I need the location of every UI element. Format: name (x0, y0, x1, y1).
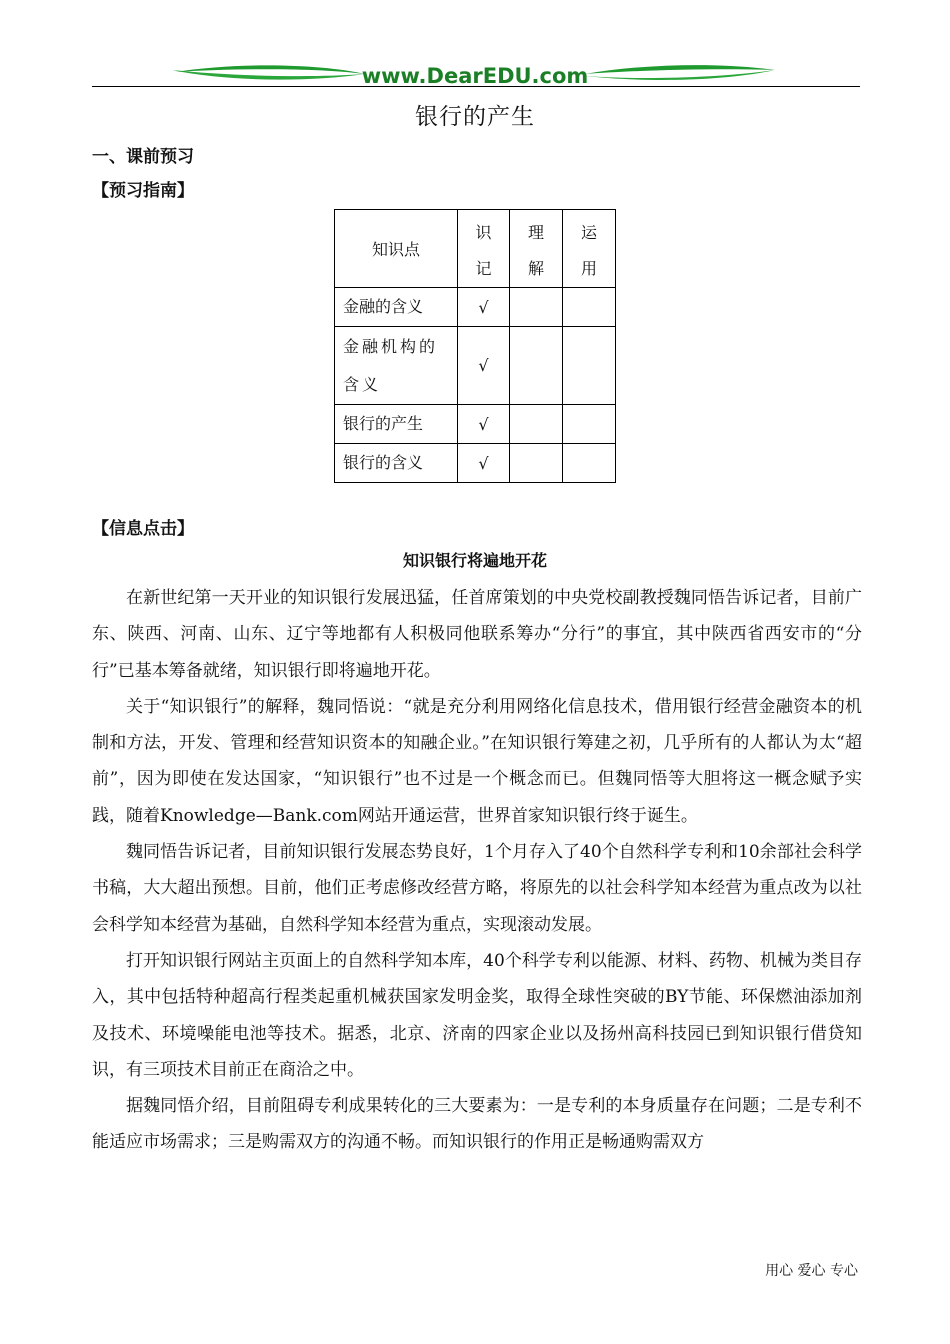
mark-cell (563, 327, 616, 405)
info-heading: 【信息点击】 (92, 519, 194, 539)
guide-heading: 【预习指南】 (92, 181, 194, 201)
mark-cell (563, 405, 616, 444)
logo-text: www.DearEDU.com (361, 64, 589, 88)
topic-cell: 金融的含义 (335, 288, 458, 327)
article-title: 知识银行将遍地开花 (402, 551, 547, 570)
table-row (335, 288, 616, 327)
topic-cell: 金融机构的 含义 (335, 327, 458, 405)
header-rule (92, 86, 860, 87)
check-mark: √ (458, 405, 510, 444)
table-row (335, 405, 616, 444)
article-paragraph: 在新世纪第一天开业的知识银行发展迅猛，任首席策划的中央党校副教授魏同悟告诉记者，目前广东、陕西、河南、山东、辽宁等地都有人积极同他联系筹办“分行”的事宜，其中陕西省西安市的“分行”已基本筹备就绪，知识银行即将遍地开花。 (92, 588, 862, 681)
article-paragraph: 关于“知识银行”的解释，魏同悟说：“就是充分利用网络化信息技术，借用银行经营金融资本的机制和方法，开发、管理和经营知识资本的知融企业。”在知识银行筹建之初，几乎所有的人都认为太“超前”，因为即使在发达国家，“知识银行”也不过是一个概念而已。但魏同悟等大胆将这一概念赋予实践，随着Knowledge—Bank.com网站开通运营，世界首家知识银行终于诞生。 (92, 696, 862, 826)
article-body (92, 580, 862, 1161)
topic-cell: 银行的产生 (335, 405, 458, 444)
section-heading-preview: 一、课前预习 (92, 147, 194, 167)
header-apply: 运 用 (563, 210, 616, 288)
topic-cell: 银行的含义 (335, 444, 458, 483)
check-mark: √ (458, 288, 510, 327)
article-paragraph: 打开知识银行网站主页面上的自然科学知本库，40个科学专利以能源、材料、药物、机械为类目存入，其中包括特种超高行程类起重机械获国家发明金奖，取得全球性突破的BY节能、环保燃油添加剂及技术、环境噪能电池等技术。据悉，北京、济南的四家企业以及扬州高科技园已到知识银行借贷知识，有三项技术目前正在商洽之中。 (92, 950, 862, 1080)
page-title: 银行的产生 (415, 104, 535, 130)
mark-cell (510, 405, 563, 444)
article-paragraph: 魏同悟告诉记者，目前知识银行发展态势良好，1个月存入了40个自然科学专利和10余部社会科学书稿，大大超出预想。目前，他们正考虑修改经营方略，将原先的以社会科学知本经营为重点改为以社会科学知本经营为基础，自然科学知本经营为重点，实现滚动发展。 (92, 842, 862, 935)
check-mark: √ (458, 444, 510, 483)
mark-cell (563, 288, 616, 327)
header-memorize: 识 记 (458, 210, 510, 288)
table-header-row (335, 210, 616, 288)
mark-cell (510, 444, 563, 483)
table-row (335, 444, 616, 483)
article-paragraph: 据魏同悟介绍，目前阻碍专利成果转化的三大要素为：一是专利的本身质量存在问题；二是专利不能适应市场需求；三是购需双方的沟通不畅。而知识银行的作用正是畅通购需双方 (92, 1096, 862, 1153)
mark-cell (563, 444, 616, 483)
header-understand: 理 解 (510, 210, 563, 288)
header-topic: 知识点 (335, 210, 458, 288)
page-footer: 用心 爱心 专心 (765, 1263, 858, 1279)
check-mark: √ (458, 327, 510, 405)
mark-cell (510, 327, 563, 405)
mark-cell (510, 288, 563, 327)
table-row (335, 327, 616, 405)
preview-guide-table (334, 209, 616, 483)
